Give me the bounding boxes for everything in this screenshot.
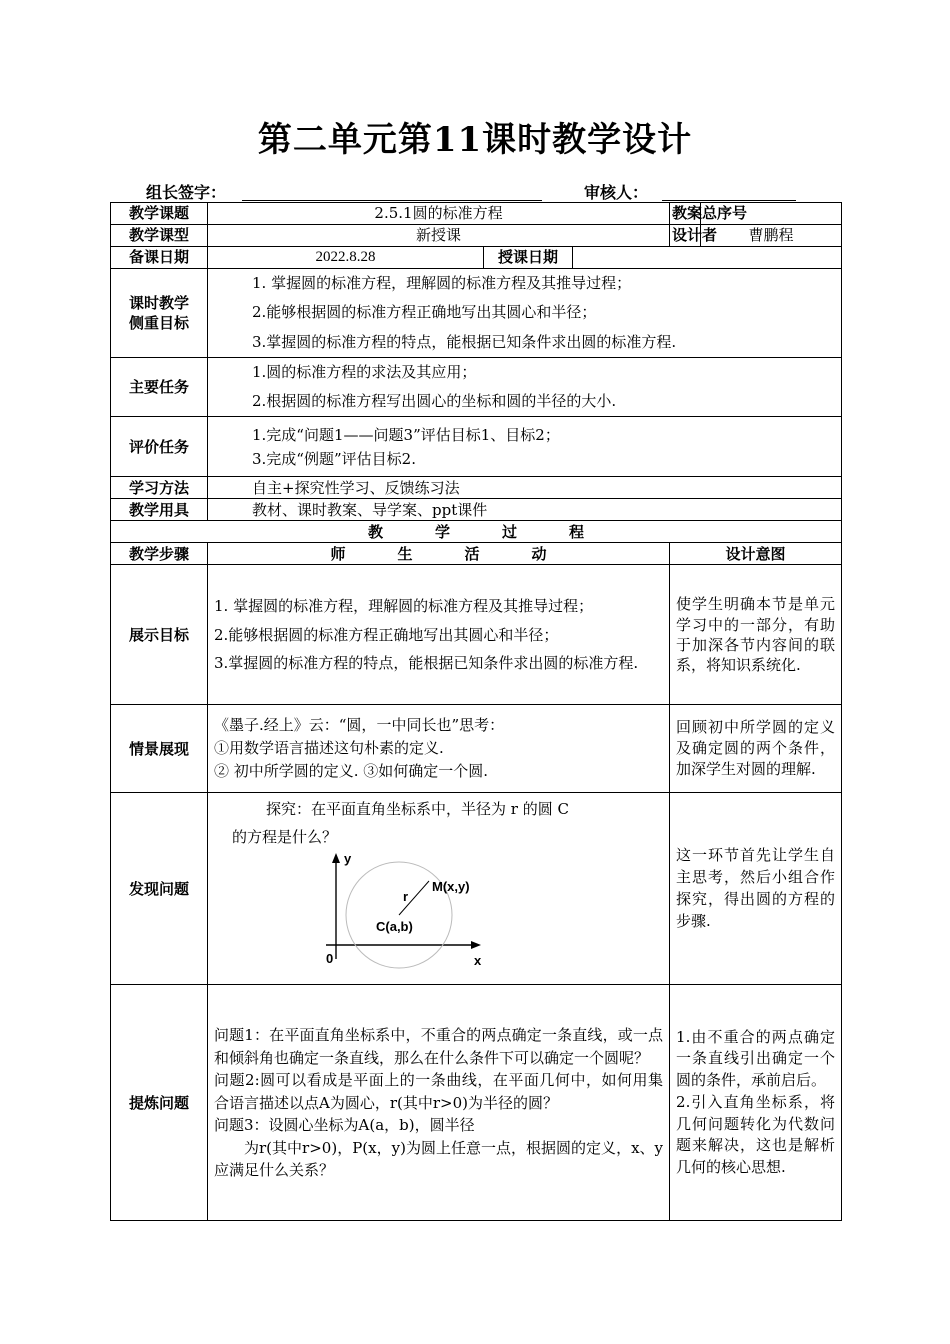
- designer-label: 设计者: [670, 225, 701, 247]
- activity-line: 2.能够根据圆的标准方程正确地写出其圆心和半径；: [214, 625, 559, 644]
- goals-label-line1: 课时教学: [128, 293, 189, 312]
- goals-label: [111, 269, 208, 358]
- step-name: 发现问题: [111, 793, 208, 985]
- tasks-list: [208, 357, 842, 417]
- goal-item: 2.能够根据圆的标准方程正确地写出其圆心和半径；: [252, 303, 597, 322]
- task-item: 1.圆的标准方程的求法及其应用；: [252, 362, 477, 381]
- activity-header-char: 动: [531, 544, 547, 563]
- step-activity: [208, 793, 670, 985]
- tools-label: 教学用具: [111, 499, 208, 521]
- reviewer-underline: [662, 200, 796, 201]
- step-intent: 回顾初中所学圆的定义及确定圆的两个条件，加深学生对圆的理解.: [670, 705, 842, 793]
- eval-list: [208, 417, 842, 477]
- point-m-label: M(x,y): [432, 879, 470, 895]
- teach-date-label: 授课日期: [484, 247, 573, 269]
- step-intent: [670, 985, 842, 1221]
- row-column-headers: [111, 543, 842, 565]
- task-item: 2.根据圆的标准方程写出圆心的坐标和圆的半径的大小.: [252, 392, 617, 410]
- y-axis-arrow-icon: [332, 853, 340, 863]
- row-goals: [111, 269, 842, 358]
- course-title-value: 2.5.1圆的标准方程: [208, 203, 670, 225]
- tools-text: 教材、课时教案、导学案、ppt课件: [252, 500, 488, 519]
- eval-label: 评价任务: [111, 417, 208, 477]
- teach-date-value: [573, 247, 842, 269]
- intent-col-header: 设计意图: [670, 543, 842, 565]
- activity-line: ② 初中所学圆的定义. ③如何确定一个圆.: [214, 762, 489, 781]
- goals-label-line2: 侧重目标: [128, 313, 189, 332]
- process-header-char: 教: [367, 522, 383, 541]
- x-axis-arrow-icon: [471, 941, 481, 949]
- activity-col-header: [208, 543, 670, 565]
- eval-item: 1.完成“问题1——问题3”评估目标1、目标2；: [252, 425, 560, 444]
- step-intent: 使学生明确本节是单元学习中的一部分，有助于加深各节内容间的联系，将知识系统化.: [670, 565, 842, 705]
- row-course-title: [111, 203, 842, 225]
- lesson-plan-table: [110, 202, 842, 1221]
- row-step-refine: [111, 985, 842, 1221]
- activity-line: 《墨子.经上》云：“圆，一中同长也”思考：: [214, 715, 505, 734]
- leader-sign-label: 组长签字：: [146, 183, 227, 202]
- activity-line: 1. 掌握圆的标准方程，理解圆的标准方程及其推导过程；: [214, 597, 594, 615]
- x-axis-label: x: [474, 953, 482, 969]
- goals-list: [208, 269, 842, 358]
- step-name: 情景展现: [111, 705, 208, 793]
- designer-value: 曹鹏程: [701, 225, 842, 247]
- y-axis-label: y: [344, 851, 352, 867]
- intent-line: 1.由不重合的两点确定一条直线引出确定一个圆的条件，承前启后。: [676, 1027, 836, 1090]
- step-name: 展示目标: [111, 565, 208, 705]
- row-step-discover: [111, 793, 842, 985]
- activity-line: ①用数学语言描述这句朴素的定义.: [214, 739, 444, 758]
- course-title-label: 教学课题: [111, 203, 208, 225]
- method-label: 学习方法: [111, 477, 208, 499]
- activity-header-char: 师: [330, 544, 346, 563]
- activity-header-char: 生: [397, 544, 413, 563]
- page-title: 第二单元第11课时教学设计: [257, 120, 693, 160]
- step-activity: [208, 985, 670, 1221]
- tasks-label: 主要任务: [111, 357, 208, 417]
- prep-date-value: 2022.8.28: [208, 247, 484, 269]
- plan-number-label: 教案总序号: [670, 203, 701, 225]
- center-c-label: C(a,b): [376, 919, 413, 935]
- step-name: 提炼问题: [111, 985, 208, 1221]
- step-activity: [208, 565, 670, 705]
- activity-line: 为r(其中r>0)，P(x，y)为圆上任意一点，根据圆的定义，x、y应满足什么关系？: [214, 1138, 664, 1179]
- leader-sign-underline: [242, 200, 542, 201]
- activity-line: 问题2:圆可以看成是平面上的一条曲线，在平面几何中，如何用集合语言描述以点A为圆心，r(其中r>0)为半径的圆？: [214, 1071, 664, 1112]
- tools-value: [208, 499, 842, 521]
- activity-line: 的方程是什么？: [232, 827, 338, 846]
- row-process-header: [111, 521, 842, 543]
- course-type-label: 教学课型: [111, 225, 208, 247]
- method-text: 自主+探究性学习、反馈练习法: [252, 478, 460, 497]
- process-header-char: 程: [569, 522, 585, 541]
- step-intent: 这一环节首先让学生自主思考，然后小组合作探究，得出圆的方程的步骤.: [670, 793, 842, 985]
- process-header-char: 学: [435, 522, 451, 541]
- activity-line: 探究：在平面直角坐标系中，半径为 r 的圆 C: [266, 800, 569, 819]
- origin-label: 0: [326, 951, 334, 967]
- step-col-header: 教学步骤: [111, 543, 208, 565]
- method-value: [208, 477, 842, 499]
- intent-line: 2.引入直角坐标系，将几何问题转化为代数问题来解决，这也是解析几何的核心思想.: [676, 1092, 836, 1177]
- prep-date-label: 备课日期: [111, 247, 208, 269]
- process-header: [111, 521, 842, 543]
- row-course-type: [111, 225, 842, 247]
- activity-line: 问题1：在平面直角坐标系中，不重合的两点确定一条直线，或一点和倾斜角也确定一条直线，那么在什么条件下可以确定一个圆呢？: [214, 1026, 664, 1067]
- coordinate-diagram: [314, 851, 614, 971]
- row-tools: [111, 499, 842, 521]
- activity-header-char: 活: [464, 544, 480, 563]
- activity-line: 问题3：设圆心坐标为A(a，b)，圆半径: [214, 1116, 475, 1134]
- course-type-value: 新授课: [208, 225, 670, 247]
- row-method: [111, 477, 842, 499]
- step-activity: [208, 705, 670, 793]
- row-dates: [111, 247, 842, 269]
- goal-item: 3.掌握圆的标准方程的特点，能根据已知条件求出圆的标准方程.: [252, 332, 677, 351]
- radius-label: r: [403, 889, 409, 905]
- row-step-show-goals: [111, 565, 842, 705]
- goal-item: 1. 掌握圆的标准方程，理解圆的标准方程及其推导过程；: [252, 274, 632, 292]
- reviewer-label: 审核人：: [584, 183, 649, 202]
- process-header-char: 过: [502, 522, 518, 541]
- row-eval: [111, 417, 842, 477]
- row-tasks: [111, 357, 842, 417]
- activity-line: 3.掌握圆的标准方程的特点，能根据已知条件求出圆的标准方程.: [214, 654, 639, 672]
- row-step-scenario: [111, 705, 842, 793]
- eval-item: 3.完成“例题”评估目标2.: [252, 449, 416, 468]
